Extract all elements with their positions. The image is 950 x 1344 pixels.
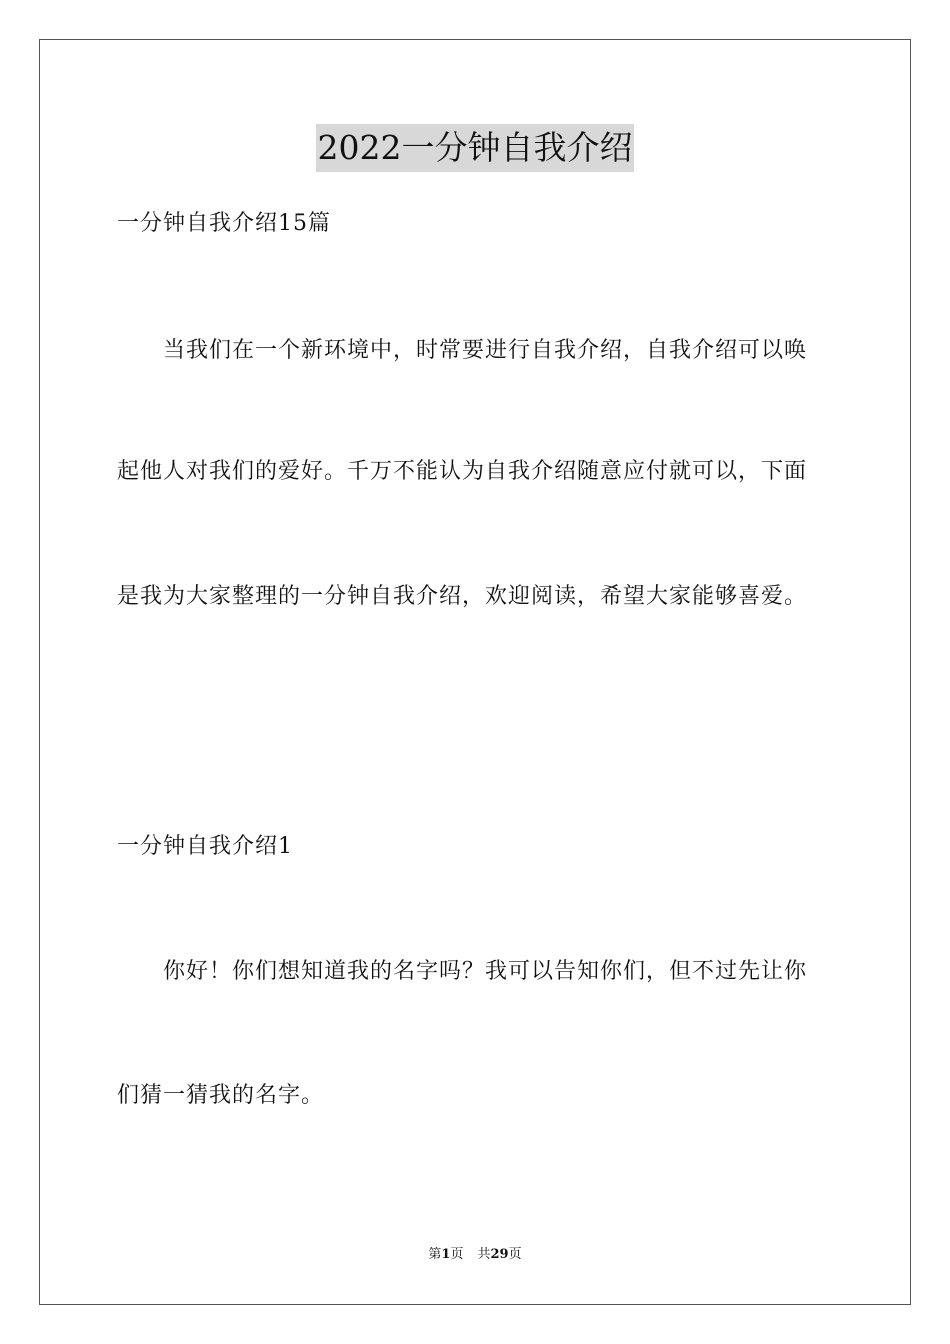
title-container	[0, 124, 950, 172]
intro-line-2: 起他人对我们的爱好。千万不能认为自我介绍随意应付就可以，下面	[117, 459, 808, 484]
section-line-2: 们猜一猜我的名字。	[117, 1083, 325, 1108]
footer-total-prefix: 共	[477, 1247, 491, 1262]
footer-total-suffix: 页	[508, 1247, 522, 1262]
footer-page-suffix: 页	[450, 1247, 464, 1262]
intro-line-1: 当我们在一个新环境中，时常要进行自我介绍，自我介绍可以唤	[163, 338, 808, 363]
intro-line-3: 是我为大家整理的一分钟自我介绍，欢迎阅读，希望大家能够喜爱。	[117, 584, 808, 609]
page-footer	[0, 1246, 950, 1264]
document-subtitle: 一分钟自我介绍15篇	[117, 211, 331, 236]
footer-page-number: 1	[441, 1247, 451, 1262]
footer-page-prefix: 第	[428, 1247, 442, 1262]
section-heading: 一分钟自我介绍1	[117, 834, 293, 859]
footer-total-pages: 29	[490, 1247, 509, 1262]
document-title: 2022一分钟自我介绍	[316, 124, 635, 172]
section-line-1: 你好！你们想知道我的名字吗？我可以告知你们，但不过先让你	[163, 959, 808, 984]
